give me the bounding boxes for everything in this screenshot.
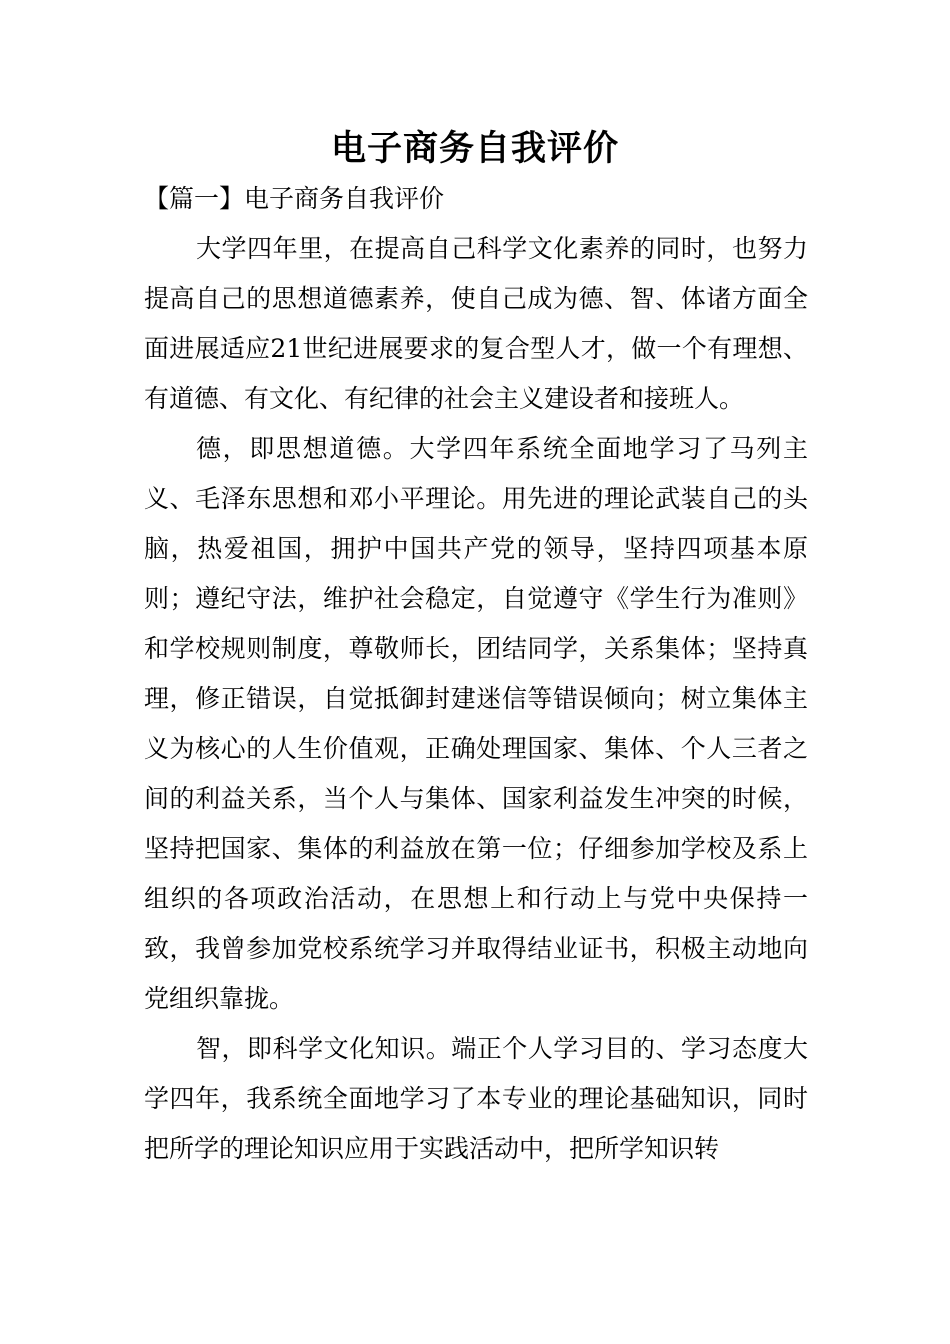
paragraph-intellect: 智，即科学文化知识。端正个人学习目的、学习态度大学四年，我系统全面地学习了本专业的理论基础知识，同时把所学的理论知识应用于实践活动中，把所学知识转 [144,1034,808,1163]
paragraph-intro: 大学四年里，在提高自己科学文化素养的同时，也努力提高自己的思想道德素养，使自己成为德、智、体诸方面全面进展适应21世纪进展要求的复合型人才，做一个有理想、有道德、有文化、有纪律的社会主义建设者和接班人。 [144,234,808,413]
document-body [144,224,808,1174]
paragraph-morality: 德，即思想道德。大学四年系统全面地学习了马列主义、毛泽东思想和邓小平理论。用先进的理论武装自己的头脑，热爱祖国，拥护中国共产党的领导，坚持四项基本原则；遵纪守法，维护社会稳定，自觉遵守《学生行为准则》和学校规则制度，尊敬师长，团结同学，关系集体；坚持真理，修正错误，自觉抵御封建迷信等错误倾向；树立集体主义为核心的人生价值观，正确处理国家、集体、个人三者之间的利益关系，当个人与集体、国家利益发生冲突的时候，坚持把国家、集体的利益放在第一位；仔细参加学校及系上组织的各项政治活动，在思想上和行动上与党中央保持一致，我曾参加党校系统学习并取得结业证书，积极主动地向党组织靠拢。 [144,434,808,1013]
section-heading: 【篇一】电子商务自我评价 [144,184,445,213]
document-title: 电子商务自我评价 [330,129,619,169]
